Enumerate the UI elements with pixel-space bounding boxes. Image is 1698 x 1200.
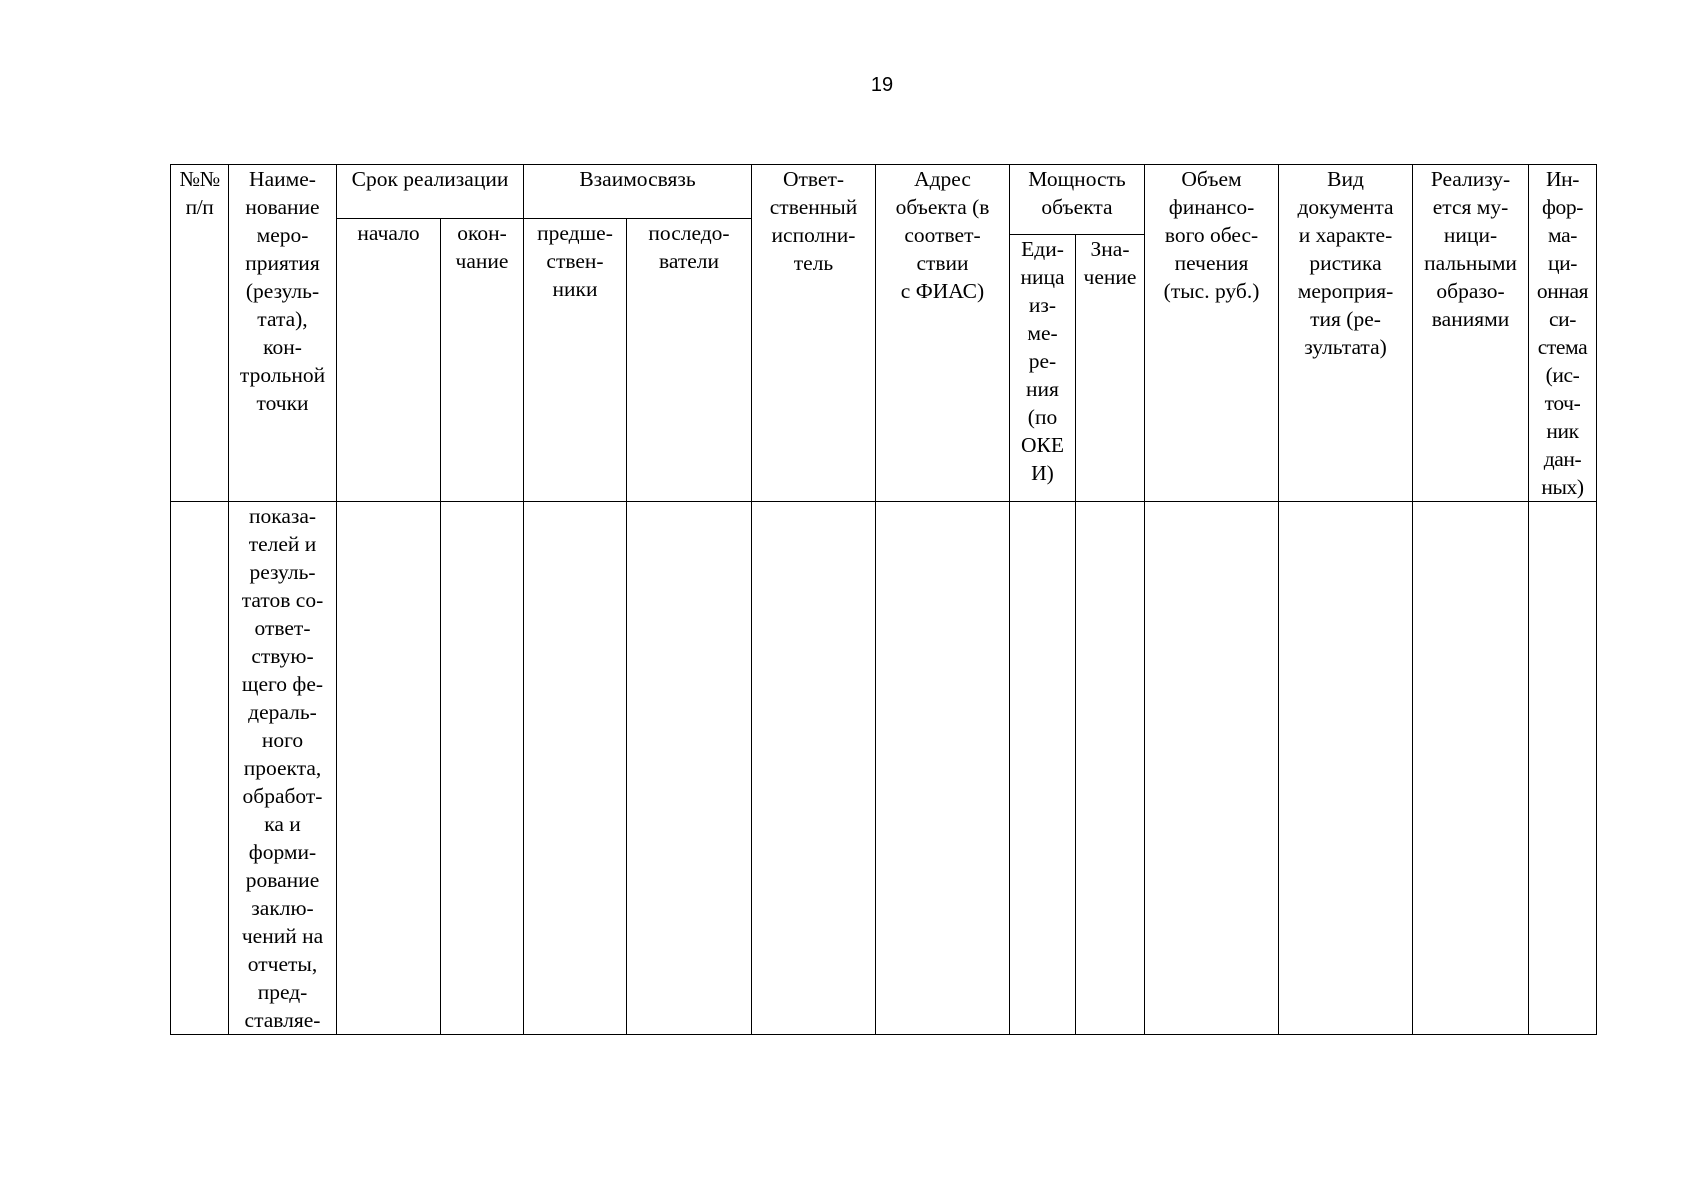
cell-municipal	[1413, 502, 1529, 1035]
header-doc-type: Вид документа и характе- ристика мероприя- тия (ре- зультата)	[1279, 165, 1413, 502]
header-info-system: Ин- фор- ма- ци- онная си- стема (ис- точ- ник дан- ных)	[1529, 165, 1597, 502]
header-link-succ: последо- ватели	[627, 219, 752, 502]
header-term-end: окон- чание	[441, 219, 524, 502]
cell-num	[171, 502, 229, 1035]
header-row-1	[171, 165, 1597, 219]
header-municipal: Реализу- ется му- ници- пальными образо- ваниями	[1413, 165, 1529, 502]
header-finance: Объем финансо- вого обес- печения (тыс. руб.)	[1145, 165, 1279, 502]
cell-link-pred	[524, 502, 627, 1035]
cell-name: показа- телей и резуль- татов со- ответ- ствую- щего фе- дераль- ного проекта, обработ- ка и форми- рование заклю- чений на отчеты, пред- ставляе-	[229, 502, 337, 1035]
cell-doc-type	[1279, 502, 1413, 1035]
header-term: Срок реализации	[337, 165, 524, 219]
header-link-pred: предше- ствен- ники	[524, 219, 627, 502]
cell-term-end	[441, 502, 524, 1035]
header-link: Взаимосвязь	[524, 165, 752, 219]
cell-term-start	[337, 502, 441, 1035]
header-term-start: начало	[337, 219, 441, 502]
cell-finance	[1145, 502, 1279, 1035]
plan-table	[170, 164, 1597, 1035]
header-capacity-unit: Еди- ница из- ме- ре- ния (по ОКЕ И)	[1010, 235, 1076, 502]
cell-info-system	[1529, 502, 1597, 1035]
cell-capacity-unit	[1010, 502, 1076, 1035]
cell-executor	[752, 502, 876, 1035]
page-number: 19	[870, 74, 894, 96]
header-capacity: Мощность объекта	[1010, 165, 1145, 235]
cell-address	[876, 502, 1010, 1035]
header-name: Наиме- нование меро- приятия (резуль- тата), кон- трольной точки	[229, 165, 337, 502]
header-address: Адрес объекта (в соответ- ствии с ФИАС)	[876, 165, 1010, 502]
cell-link-succ	[627, 502, 752, 1035]
header-executor: Ответ- ственный исполни- тель	[752, 165, 876, 502]
header-num: №№ п/п	[171, 165, 229, 502]
cell-capacity-value	[1076, 502, 1145, 1035]
header-capacity-value: Зна- чение	[1076, 235, 1145, 502]
table-row	[171, 502, 1597, 1035]
